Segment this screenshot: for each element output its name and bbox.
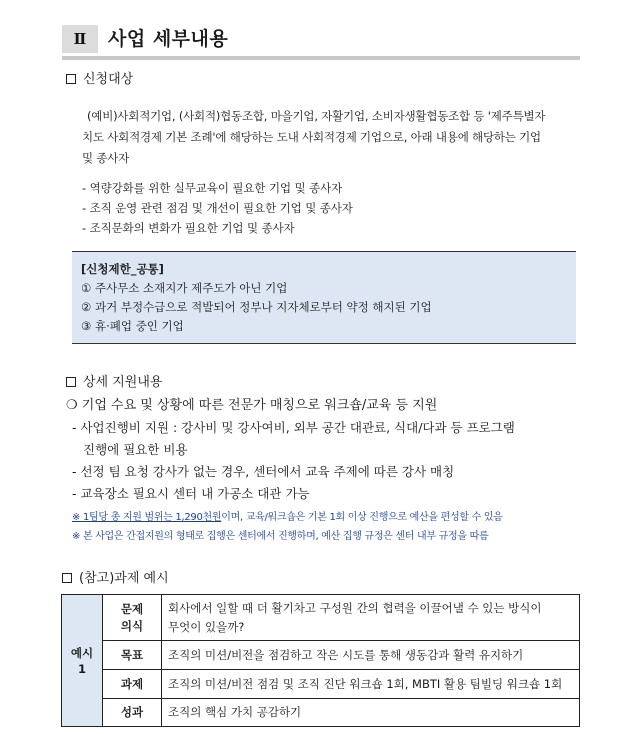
table-row [62, 699, 580, 727]
table-row [62, 595, 580, 641]
example-heading [62, 570, 169, 588]
eligibility-list [82, 178, 353, 238]
list-item: - 교육장소 필요시 센터 내 가공소 대관 가능 [72, 486, 310, 501]
support-note-1 [72, 509, 592, 527]
row-label [103, 595, 162, 641]
row-text: 조직의 미션/비전 점검 및 조직 진단 워크숍 1회, MBTI 활용 팀빌딩 워크숍 1회 [162, 670, 580, 699]
row-label: 목표 [103, 641, 162, 670]
description-line: (예비)사회적기업, (사회적)협동조합, 마을기업, 자활기업, 소비자생활협동조합 등 '제주특별자 [87, 109, 546, 123]
support-heading [66, 374, 162, 392]
section-number: Ⅱ [62, 25, 98, 53]
restriction-item: ② 과거 부정수급으로 적발되어 정부나 지자체로부터 약정 해지된 기업 [81, 300, 432, 314]
example-table [61, 594, 580, 727]
section-title: 사업 세부내용 [108, 28, 229, 50]
row-text: 조직의 미션/비전을 점검하고 작은 시도를 통해 생동감과 활력 유지하기 [162, 641, 580, 670]
row-text: 조직의 핵심 가치 공감하기 [162, 699, 580, 727]
list-item: - 선정 팀 요청 강사가 없는 경우, 센터에서 교육 주제에 따른 강사 매칭 [72, 464, 455, 479]
note-underlined: ※ 1팀당 총 지원 범위는 1,290천원 [72, 512, 222, 523]
eligibility-heading-text: 신청대상 [83, 72, 134, 87]
row-label: 과제 [103, 670, 162, 699]
row-text [162, 595, 580, 641]
list-item: - 사업진행비 지원 : 강사비 및 강사여비, 외부 공간 대관료, 식대/다과 등 프로그램 [72, 420, 515, 435]
example-heading-text: (참고)과제 예시 [79, 571, 169, 586]
list-item: - 역량강화를 위한 실무교육이 필요한 기업 및 종사자 [82, 181, 343, 195]
list-item: - 조직 운영 관련 점검 및 개선이 필요한 기업 및 종사자 [82, 201, 353, 215]
example-label-line: 1 [77, 661, 86, 676]
table-row [62, 670, 580, 699]
restriction-item: ① 주사무소 소재지가 제주도가 아닌 기업 [81, 281, 288, 295]
eligibility-heading [66, 71, 133, 89]
note-rest: 이며, 교육/워크숍은 기본 1회 이상 진행으로 예산을 편성할 수 있음 [221, 512, 503, 523]
row-label: 성과 [103, 699, 162, 727]
example-label [62, 595, 103, 727]
restriction-title: [신청제한_공통] [81, 262, 164, 276]
list-item-continuation: 진행에 필요한 비용 [83, 442, 188, 457]
row-label-line: 문제 [120, 601, 144, 616]
square-bullet-icon [66, 74, 76, 84]
description-line: 및 종사자 [82, 151, 130, 165]
support-heading-text: 상세 지원내용 [83, 375, 163, 390]
row-label-line: 의식 [120, 618, 144, 633]
restriction-item: ③ 휴·폐업 중인 기업 [81, 319, 184, 333]
row-text-line: 회사에서 일할 때 더 활기차고 구성원 간의 협력을 이끌어낼 수 있는 방식이 [168, 600, 542, 615]
example-label-line: 예시 [70, 645, 94, 660]
support-main: ❍ 기업 수요 및 상황에 따른 전문가 매칭으로 워크숍/교육 등 지원 [66, 398, 438, 413]
square-bullet-icon [66, 377, 76, 387]
square-bullet-icon [62, 573, 72, 583]
eligibility-description [82, 106, 582, 169]
list-item: - 조직문화의 변화가 필요한 기업 및 종사자 [82, 221, 295, 235]
section-divider [62, 56, 580, 60]
restriction-box [72, 251, 576, 344]
support-note-2: ※ 본 사업은 간접지원의 형태로 집행은 센터에서 진행하며, 예산 집행 규정은 센터 내부 규정을 따름 [72, 531, 489, 542]
row-text-line: 무엇이 있을까? [168, 619, 245, 634]
description-line: 치도 사회적경제 기본 조례'에 해당하는 도내 사회적경제 기업으로, 아래 내용에 해당하는 기업 [82, 130, 541, 144]
table-row [62, 641, 580, 670]
support-list [72, 417, 582, 505]
